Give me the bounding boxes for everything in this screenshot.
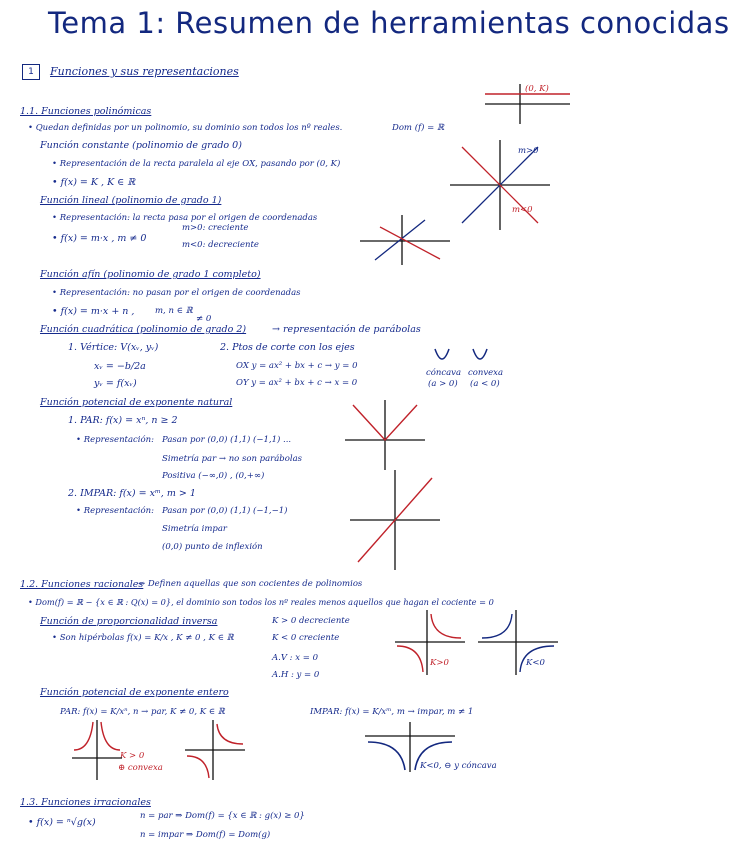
polinomicas-intro: • Quedan definidas por un polinomio, su dominio son todos los nº reales. — [28, 123, 343, 133]
cortes-ox: OX y = ax² + bx + c → y = 0 — [236, 361, 358, 371]
inversa-title: Función de proporcionalidad inversa — [40, 616, 218, 627]
lineal-title: Función lineal (polinomio de grado 1) — [40, 195, 222, 206]
impar-item-1: Pasan por (0,0) (1,1) (−1,−1) — [162, 506, 288, 516]
graph-constante-label: (0, K) — [525, 84, 549, 94]
entero-k-pos: K > 0 — [120, 751, 145, 761]
concava-cond: (a > 0) — [428, 379, 458, 389]
potencial-title: Función potencial de exponente natural — [40, 397, 233, 408]
graph-entero-k-neg — [365, 722, 455, 772]
page-title: Tema 1: Resumen de herramientas conocidas — [48, 6, 730, 40]
section-number: 1 — [22, 64, 40, 80]
concava-label: cóncava — [426, 368, 462, 378]
constante-rep: • Representación de la recta paralela al eje OX, pasando por (0, K) — [52, 159, 341, 169]
lineal-m-neg: m<0: decreciente — [182, 240, 259, 250]
par-item-3: Positiva (−∞,0) , (0,+∞) — [162, 471, 265, 481]
polinomicas-heading: 1.1. Funciones polinómicas — [20, 106, 152, 117]
cuadratica-title: Función cuadrática (polinomio de grado 2) — [40, 324, 247, 335]
vertice-xv: xᵥ = −b/2a — [94, 361, 146, 372]
irracionales-par: n = par ⇒ Dom(f) = {x ∈ ℝ : g(x) ≥ 0} — [140, 811, 305, 821]
irracionales-formula: • f(x) = ⁿ√g(x) — [28, 817, 96, 828]
section-title: Funciones y sus representaciones — [50, 65, 239, 78]
inversa-ah: A.H : y = 0 — [272, 670, 320, 680]
cuadratica-arrow: → representación de parábolas — [272, 324, 421, 335]
afin-cond: m, n ∈ ℝ — [155, 306, 193, 316]
lineal-rep: • Representación: la recta pasa por el origen de coordenadas — [52, 213, 318, 223]
racionales-heading: 1.2. Funciones racionales — [20, 579, 144, 590]
graph-entero-par — [72, 720, 122, 780]
inversa-av: A.V : x = 0 — [272, 653, 318, 663]
impar-item-2: Simetría impar — [162, 524, 227, 534]
afin-cond2: ≠ 0 — [196, 314, 212, 324]
impar-item-3: (0,0) punto de inflexión — [162, 542, 263, 552]
potencial-impar: 2. IMPAR: f(x) = xᵐ, m > 1 — [68, 488, 196, 499]
potencial-par-rep: • Representación: — [76, 435, 154, 445]
graph-potencial-par — [345, 400, 425, 470]
potencial-impar-rep: • Representación: — [76, 506, 154, 516]
entero-par: PAR: f(x) = K/xⁿ, n → par, K ≠ 0, K ∈ ℝ — [60, 707, 225, 717]
convexa-cond: (a < 0) — [470, 379, 500, 389]
entero-title: Función potencial de exponente entero — [40, 687, 229, 698]
inversa-formula: • Son hipérbolas f(x) = K/x , K ≠ 0 , K ∈ ℝ — [52, 633, 234, 643]
lineal-m-pos: m>0: creciente — [182, 223, 249, 233]
inversa-k-pos: K > 0 decreciente — [272, 616, 350, 626]
graph-lineal-m-pos: m>0 — [518, 146, 539, 156]
entero-impar: IMPAR: f(x) = K/xᵐ, m → impar, m ≠ 1 — [310, 707, 474, 717]
vertice-yv: yᵥ = f(xᵥ) — [94, 378, 137, 389]
cortes-oy: OY y = ax² + bx + c → x = 0 — [236, 378, 358, 388]
potencial-par: 1. PAR: f(x) = xⁿ, n ≥ 2 — [68, 415, 178, 426]
graph-potencial-impar — [350, 470, 440, 570]
entero-convexa: ⊕ convexa — [118, 763, 163, 773]
constante-formula: • f(x) = K , K ∈ ℝ — [52, 177, 136, 188]
constante-title: Función constante (polinomio de grado 0) — [40, 140, 242, 151]
graph-afin — [360, 215, 450, 265]
graph-hiperbola-k-neg-label: K<0 — [526, 658, 545, 668]
lineal-formula: • f(x) = m·x , m ≠ 0 — [52, 233, 147, 244]
irracionales-heading: 1.3. Funciones irracionales — [20, 797, 151, 808]
graph-lineal-m-neg: m<0 — [512, 205, 533, 215]
irracionales-impar: n = impar ⇒ Dom(f) = Dom(g) — [140, 830, 271, 840]
racionales-dominio: • Dom(f) = ℝ − {x ∈ ℝ : Q(x) = 0}, el dominio son todos los nº reales menos aquellos que hagan el cociente = 0 — [28, 597, 494, 607]
inversa-k-neg: K < 0 creciente — [272, 633, 340, 643]
graph-parabolas — [430, 345, 490, 369]
entero-k-neg: K<0, ⊖ y cóncava — [420, 761, 497, 771]
cortes-label: 2. Ptos de corte con los ejes — [220, 342, 355, 353]
graph-entero-impar — [185, 720, 245, 780]
polinomicas-dominio: Dom (f) = ℝ — [392, 123, 445, 133]
racionales-arrow: → Definen aquellas que son cocientes de polinomios — [138, 579, 363, 589]
afin-rep: • Representación: no pasan por el origen de coordenadas — [52, 288, 301, 298]
graph-hiperbola-k-neg — [478, 610, 558, 675]
convexa-label: convexa — [468, 368, 504, 378]
graph-hiperbola-k-pos-label: K>0 — [430, 658, 449, 668]
par-item-2: Simetría par → no son parábolas — [162, 454, 302, 464]
par-item-1: Pasan por (0,0) (1,1) (−1,1) ... — [162, 435, 292, 445]
afin-title: Función afín (polinomio de grado 1 completo) — [40, 269, 261, 280]
afin-formula: • f(x) = m·x + n , — [52, 306, 135, 317]
vertice-label: 1. Vértice: V(xᵥ, yᵥ) — [68, 342, 159, 353]
